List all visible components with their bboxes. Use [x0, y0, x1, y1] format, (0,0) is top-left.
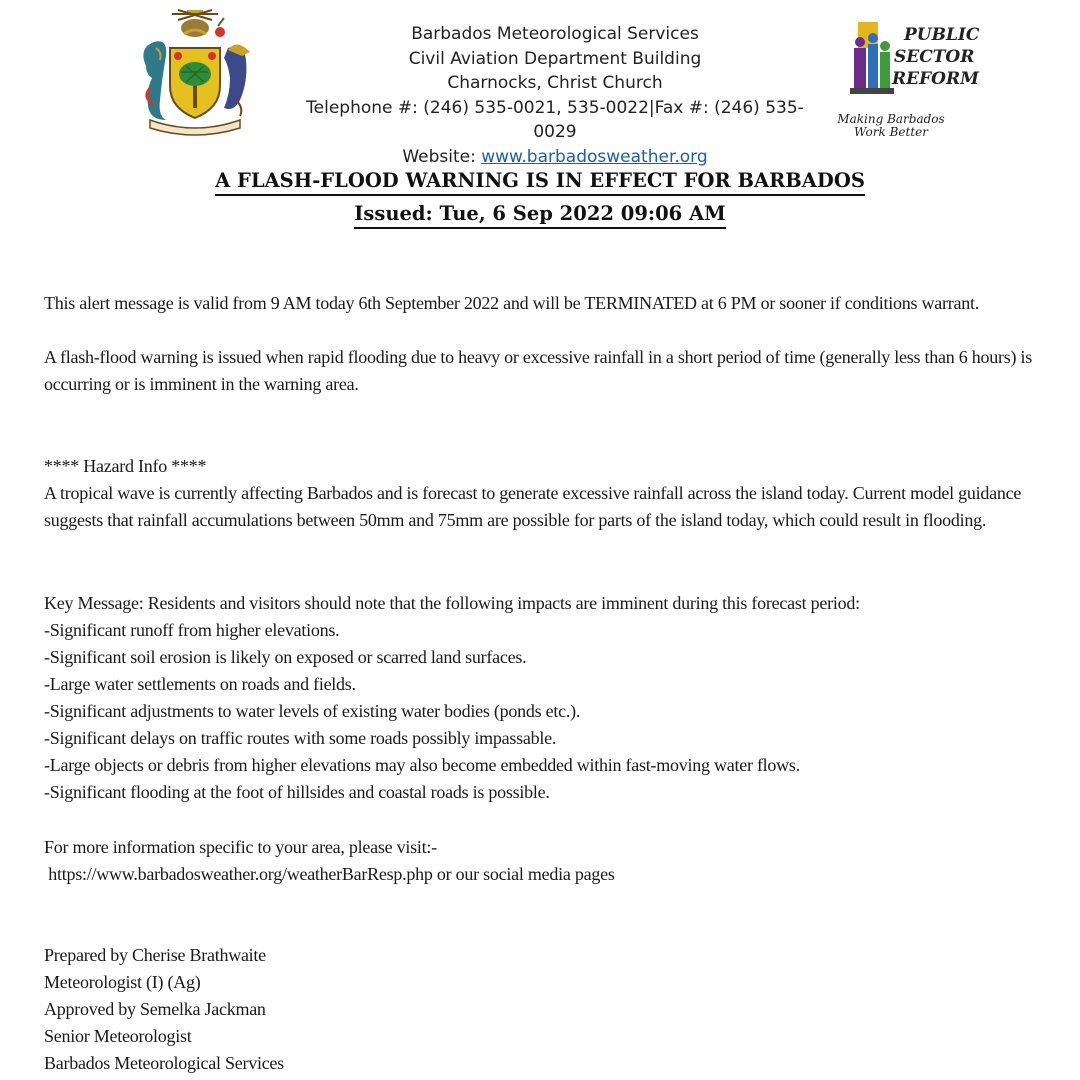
definition-paragraph — [44, 344, 1044, 398]
impact-item: -Large objects or debris from higher elevations may also become embedded within fast-moving water flows. — [44, 755, 800, 775]
impact-item: -Large water settlements on roads and fields. — [44, 674, 356, 694]
svg-text:REFORM: REFORM — [892, 69, 979, 89]
more-info-url[interactable]: https://www.barbadosweather.org/weatherBarResp.php or our social media pages — [44, 864, 615, 884]
warning-title-text: A FLASH-FLOOD WARNING IS IN EFFECT FOR BARBADOS — [215, 169, 865, 196]
organization-header — [285, 22, 825, 169]
definition-text: A flash-flood warning is issued when rapid flooding due to heavy or excessive rainfall in a short period of time (generally less than 6 hours) is occurring or is imminent in the warning area. — [44, 347, 1033, 394]
org-website-line — [285, 145, 825, 170]
reform-tagline — [830, 113, 952, 139]
org-phone-fax: Telephone #: (246) 535-0021, 535-0022|Fax #: (246) 535-0029 — [306, 97, 804, 142]
hazard-text: A tropical wave is currently affecting Barbados and is forecast to generate excessive rainfall across the island today. Current model guidance suggests that rainfall accumulations between 50mm and 75mm are possible for parts of the island today, which could result in flooding. — [44, 483, 1022, 530]
validity-paragraph — [44, 290, 1044, 317]
prepared-title: Meteorologist (I) (Ag) — [44, 972, 201, 992]
svg-text:PUBLIC: PUBLIC — [904, 25, 980, 45]
org-name: Barbados Meteorological Services — [411, 24, 699, 44]
impact-item: -Significant delays on traffic routes with some roads possibly impassable. — [44, 728, 557, 748]
key-message-section — [44, 590, 1044, 806]
issued-text: Issued: Tue, 6 Sep 2022 09:06 AM — [354, 202, 725, 229]
prepared-by: Prepared by Cherise Brathwaite — [44, 945, 266, 965]
impact-item: -Significant adjustments to water levels of existing water bodies (ponds etc.). — [44, 701, 581, 721]
more-info-line: For more information specific to your area, please visit:- — [44, 837, 437, 857]
impact-item: -Significant runoff from higher elevations. — [44, 620, 340, 640]
warning-title — [0, 169, 1080, 192]
validity-text: This alert message is valid from 9 AM today 6th September 2022 and will be TERMINATED at 6 PM or sooner if conditions warrant. — [44, 293, 980, 313]
key-message-intro: Key Message: Residents and visitors should note that the following impacts are imminent during this forecast period: — [44, 593, 860, 613]
impact-item: -Significant flooding at the foot of hillsides and coastal roads is possible. — [44, 782, 550, 802]
website-link[interactable]: www.barbadosweather.org — [481, 146, 708, 167]
reform-tagline-line1: Making Barbados — [837, 112, 945, 126]
approved-title: Senior Meteorologist — [44, 1026, 192, 1046]
more-info-section — [44, 834, 1044, 888]
impact-item: -Significant soil erosion is likely on exposed or scarred land surfaces. — [44, 647, 527, 667]
svg-text:SECTOR: SECTOR — [894, 47, 975, 67]
barbados-coat-of-arms-icon — [132, 8, 258, 136]
approved-by: Approved by Semelka Jackman — [44, 999, 266, 1019]
hazard-heading: **** Hazard Info **** — [44, 456, 207, 476]
website-label: Website: — [402, 146, 482, 167]
org-building: Civil Aviation Department Building — [408, 48, 702, 69]
signoff-organization: Barbados Meteorological Services — [44, 1053, 284, 1073]
issued-line — [0, 202, 1080, 225]
hazard-info-section — [44, 453, 1044, 534]
signoff-block — [44, 942, 1044, 1077]
org-location: Charnocks, Christ Church — [447, 73, 663, 93]
reform-tagline-line2: Work Better — [854, 125, 928, 139]
